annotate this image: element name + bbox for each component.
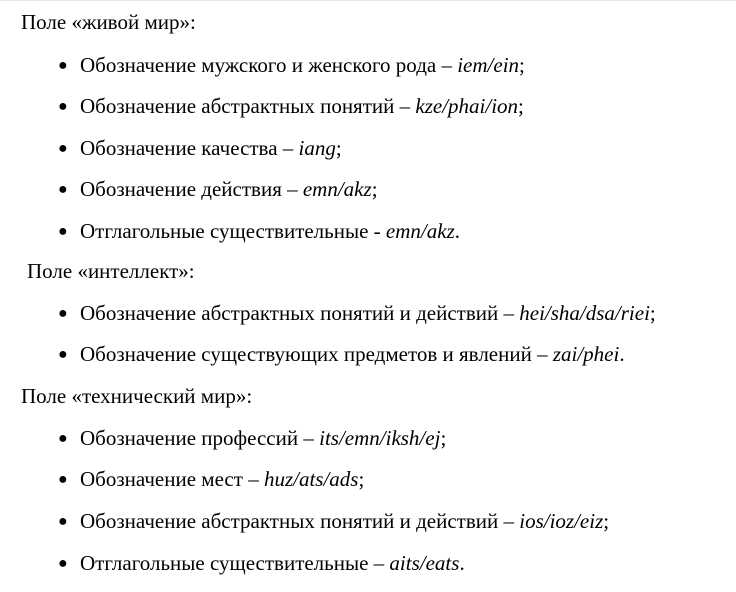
item-end: . <box>619 342 625 366</box>
bullet-icon: ● <box>58 98 68 115</box>
item-separator: – <box>436 53 458 77</box>
item-suffixes: kze/phai/ion <box>415 94 519 118</box>
item-separator: – <box>368 551 390 575</box>
list-item <box>58 551 465 576</box>
item-separator: – <box>277 136 299 160</box>
bullet-icon: ● <box>58 346 68 363</box>
item-end: ; <box>518 94 524 118</box>
list-item <box>58 94 524 119</box>
item-label: Обозначение действия <box>80 177 282 201</box>
list-item <box>58 301 656 326</box>
bullet-icon: ● <box>58 181 68 198</box>
item-separator: – <box>498 301 520 325</box>
item-end: ; <box>371 177 378 201</box>
list-item <box>58 509 609 534</box>
list-item <box>58 467 364 492</box>
item-end: . <box>459 551 465 575</box>
item-end: ; <box>519 53 525 77</box>
bullet-icon: ● <box>58 305 68 322</box>
item-label: Обозначение существующих предметов и явлений <box>80 342 532 366</box>
item-suffixes: iang <box>298 136 336 160</box>
item-separator: – <box>394 94 416 118</box>
item-separator: – <box>498 509 520 533</box>
item-suffixes: aits/eats <box>389 551 460 575</box>
item-suffixes: hei/sha/dsa/riei <box>519 301 650 325</box>
bullet-icon: ● <box>58 223 68 240</box>
item-label: Обозначение профессий <box>80 426 299 450</box>
item-label: Отглагольные существительные <box>80 551 369 575</box>
item-label: Отглагольные существительные <box>80 219 369 243</box>
item-end: . <box>454 219 460 243</box>
item-end: ; <box>335 136 342 160</box>
list-item <box>58 177 378 202</box>
list-item <box>58 219 460 244</box>
item-label: Обозначение качества <box>80 136 278 160</box>
item-end: ; <box>649 301 656 325</box>
list-item <box>58 53 525 78</box>
bullet-icon: ● <box>58 430 68 447</box>
item-end: ; <box>440 426 447 450</box>
item-end: ; <box>603 509 610 533</box>
list-item <box>58 426 446 451</box>
item-label: Обозначение мест <box>80 467 243 491</box>
list-item <box>58 136 342 161</box>
item-suffixes: iem/ein <box>457 53 520 77</box>
list-item <box>58 342 625 367</box>
bullet-icon: ● <box>58 513 68 530</box>
section-heading-intellect: Поле «интеллект»: <box>27 259 195 283</box>
item-suffixes: emn/akz <box>302 177 372 201</box>
item-separator: – <box>531 342 553 366</box>
item-separator: - <box>368 219 386 243</box>
bullet-icon: ● <box>58 471 68 488</box>
item-separator: – <box>242 467 264 491</box>
item-separator: – <box>281 177 303 201</box>
item-separator: – <box>298 426 320 450</box>
item-label: Обозначение абстрактных понятий <box>80 94 395 118</box>
item-suffixes: huz/ats/ads <box>263 467 359 491</box>
item-suffixes: zai/phei <box>552 342 620 366</box>
section-heading-living-world: Поле «живой мир»: <box>21 10 196 34</box>
item-suffixes: its/emn/iksh/ej <box>319 426 441 450</box>
bullet-icon: ● <box>58 555 68 572</box>
item-label: Обозначение абстрактных понятий и действий <box>80 301 499 325</box>
bullet-icon: ● <box>58 140 68 157</box>
bullet-icon: ● <box>58 57 68 74</box>
item-label: Обозначение мужского и женского рода <box>80 53 437 77</box>
item-label: Обозначение абстрактных понятий и действий <box>80 509 499 533</box>
section-heading-technical-world: Поле «технический мир»: <box>21 384 253 408</box>
item-suffixes: emn/akz <box>385 219 455 243</box>
item-end: ; <box>358 467 365 491</box>
item-suffixes: ios/ioz/eiz <box>519 509 604 533</box>
